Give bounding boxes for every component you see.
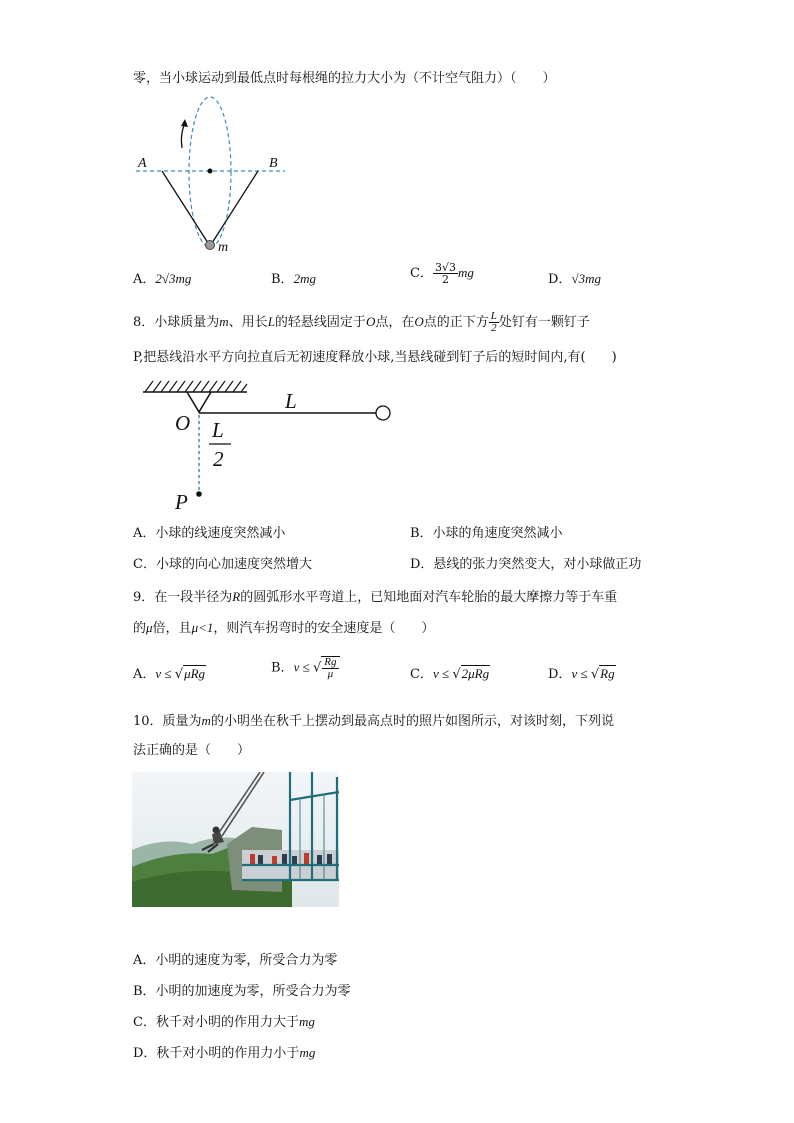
q9-option-d[interactable]: D．v ≤ √Rg xyxy=(548,666,615,682)
q8-option-d[interactable]: D．悬线的张力突然变大，对小球做正功 xyxy=(410,557,642,572)
q9-option-b[interactable]: B．v ≤ √ $\frac{Rg}{\mu}$ xyxy=(271,656,340,680)
q10-option-b[interactable]: B．小明的加速度为零，所受合力为零 xyxy=(133,984,351,999)
q7-label-m: m xyxy=(218,240,229,255)
q7-option-d[interactable]: D．√3mg xyxy=(548,271,601,287)
q7-motion-arrow-icon xyxy=(181,123,185,148)
q7-label-b: B xyxy=(269,156,278,171)
q9-option-c[interactable]: C．v ≤ √2μRg xyxy=(410,666,490,682)
q10-stem-line2: 法正确的是（ ） xyxy=(133,743,251,758)
q9-option-a[interactable]: A．v ≤ √μRg xyxy=(133,666,206,682)
q10-option-a[interactable]: A．小明的速度为零，所受合力为零 xyxy=(133,953,338,968)
q7-stem-tail: 零，当小球运动到最低点时每根绳的拉力大小为（不计空气阻力）（ ） xyxy=(133,71,556,86)
q8-label-l2-den: 2 xyxy=(213,447,224,471)
q10-option-c[interactable]: C．秋千对小明的作用力大于mg xyxy=(133,1014,315,1030)
q7-figure xyxy=(130,90,300,260)
q10-swing-photo xyxy=(132,772,339,907)
q7-label-a: A xyxy=(138,156,147,171)
q7-center-dot xyxy=(208,169,213,174)
q7-ball xyxy=(206,241,215,250)
q8-nail xyxy=(196,491,202,497)
q8-figure xyxy=(135,375,415,510)
q8-label-o: O xyxy=(175,411,191,435)
q10-stem-line1: 10．质量为m的小明坐在秋千上摆动到最高点时的照片如图所示，对该时刻，下列说 xyxy=(133,713,614,729)
q7-rope-right xyxy=(212,171,258,243)
q8-stem-line2: P,把悬线沿水平方向拉直后无初速度释放小球,当悬线碰到钉子后的短时间内,有( ) xyxy=(133,350,617,365)
q8-option-b[interactable]: B．小球的角速度突然减小 xyxy=(410,526,563,541)
q9-stem-line1: 9．在一段半径为R的圆弧形水平弯道上，已知地面对汽车轮胎的最大摩擦力等于车重 xyxy=(133,589,618,605)
q7-option-a[interactable]: A．2√3mg xyxy=(133,271,192,287)
q8-label-p: P xyxy=(175,490,188,510)
q8-stem-line1: 8．小球质量为m、用长L的轻悬线固定于O点，在O点的正下方 $\frac{L}{2}$ 处钉有一颗钉子 xyxy=(133,310,590,334)
q7-rope-left xyxy=(162,171,208,243)
q8-option-c[interactable]: C．小球的向心加速度突然增大 xyxy=(133,557,312,572)
q8-option-a[interactable]: A．小球的线速度突然减小 xyxy=(133,526,286,541)
q8-pivot-support xyxy=(187,392,211,412)
q7-option-c[interactable]: C． $\frac{3√3}{2}$ mg xyxy=(410,261,474,286)
q7-option-b[interactable]: B．2mg xyxy=(271,271,316,287)
q8-ball xyxy=(376,406,390,420)
q10-option-d[interactable]: D．秋千对小明的作用力小于mg xyxy=(133,1045,316,1061)
q8-label-l: L xyxy=(285,389,297,413)
q8-label-l2-num: L xyxy=(212,418,224,442)
q9-stem-line2: 的μ倍，且μ<1，则汽车拐弯时的安全速度是（ ） xyxy=(133,620,435,636)
